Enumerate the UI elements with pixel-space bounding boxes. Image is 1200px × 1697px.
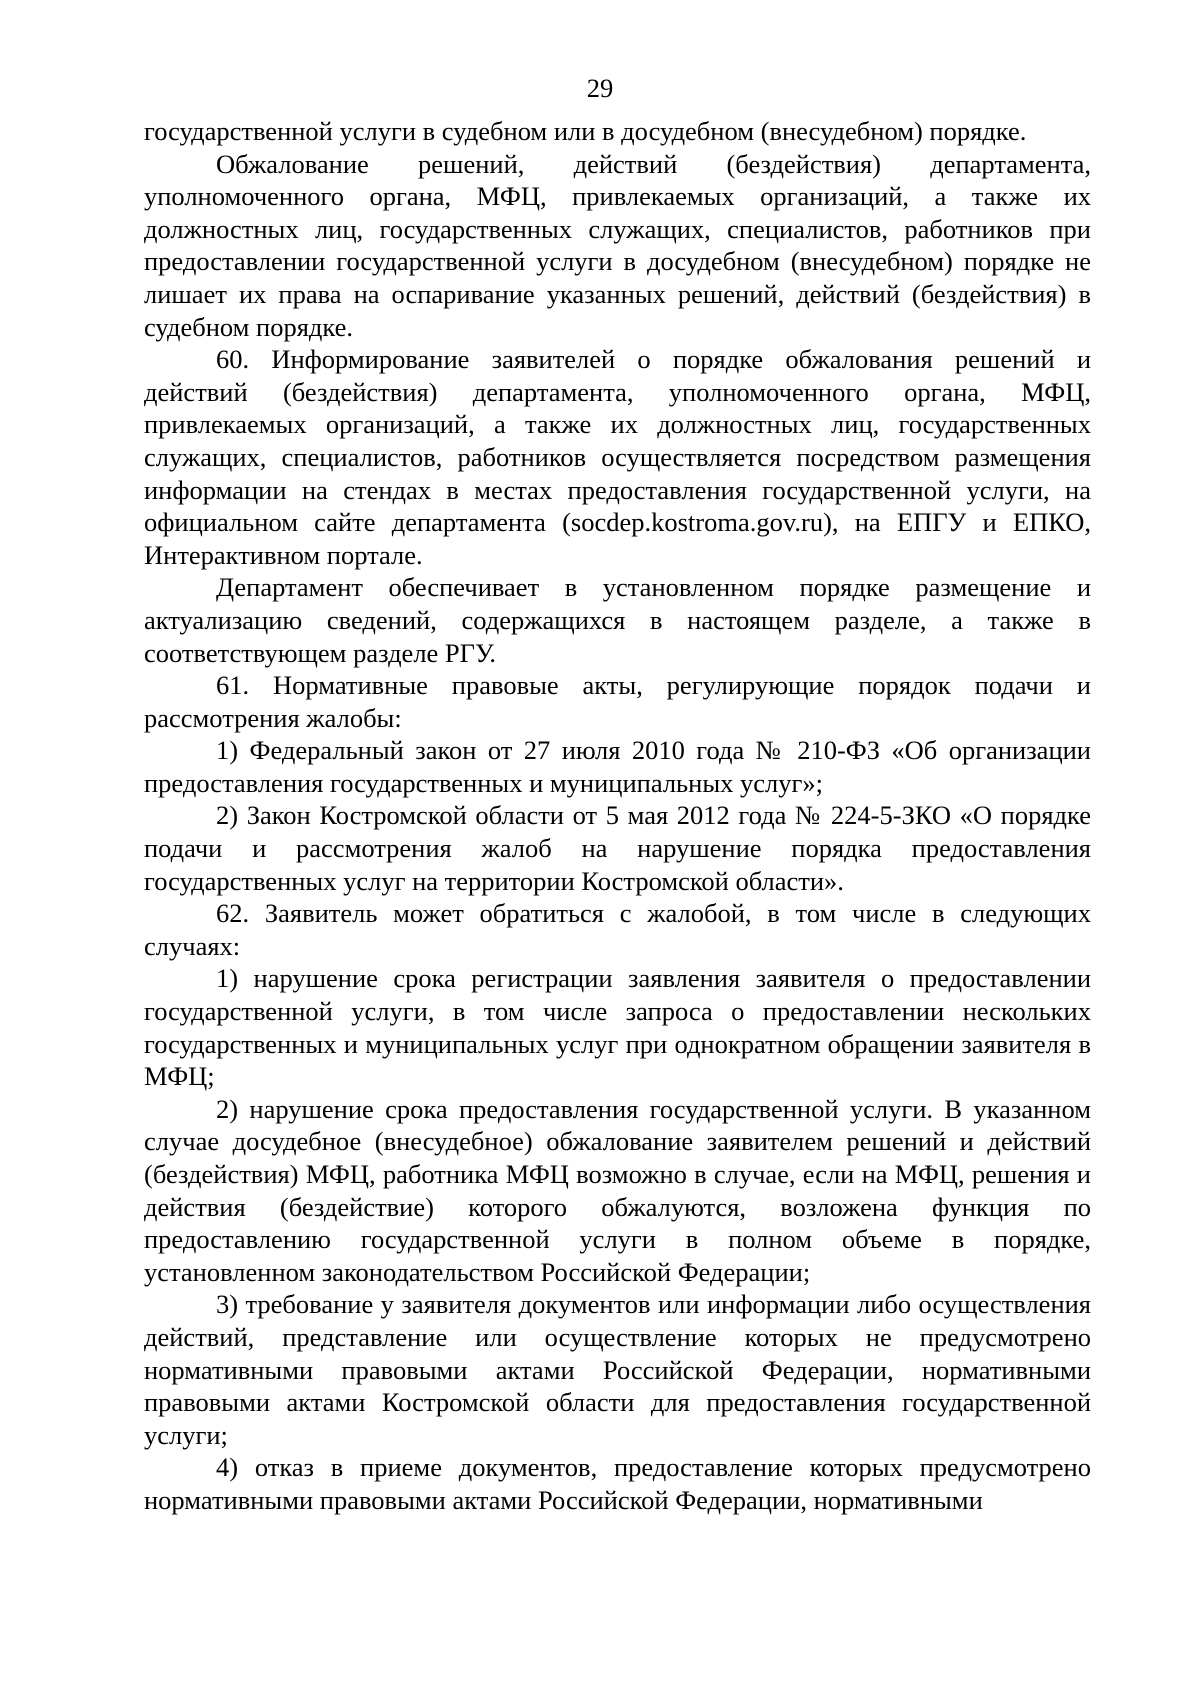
paragraph-department-info: Департамент обеспечивает в установленном порядке размещение и актуализацию сведений, содержащихся в настоящем разделе, а также в соответствующем разделе РГУ. [144,572,1091,668]
paragraph-appeal-rights: Обжалование решений, действий (бездействия) департамента, уполномоченного органа, МФЦ, привлекаемых организаций, а также их должностных лиц, государственных служащих, специалистов, работников при предоставлении государственной услуги в досудебном (внесудебном) порядке не лишает их права на оспаривание указанных решений, действий (бездействия) в судебном порядке. [144,148,1091,342]
paragraph-item-61: 61. Нормативные правовые акты, регулирующие порядок подачи и рассмотрения жалобы: [144,670,1091,733]
paragraph-item-62-4: 4) отказ в приеме документов, предоставление которых предусмотрено нормативными правовыми актами Российской Федерации, нормативными [144,1452,1091,1515]
paragraph-item-62-3: 3) требование у заявителя документов или информации либо осуществления действий, представление или осуществление которых не предусмотрено нормативными правовыми актами Российской Федерации, нормативными правовыми актами Костромской области для предоставления государственной услуги; [144,1289,1091,1450]
paragraph-item-61-1: 1) Федеральный закон от 27 июля 2010 года № 210-ФЗ «Об организации предоставления государственных и муниципальных услуг»; [144,735,1091,798]
document-body [144,115,1091,1517]
paragraph-item-62-2: 2) нарушение срока предоставления государственной услуги. В указанном случае досудебное (внесудебное) обжалование заявителем решений и действий (бездействия) МФЦ, работника МФЦ возможно в случае, если на МФЦ, решения и действия (бездействие) которого обжалуются, возложена функция по предоставлению государственной услуги в полном объеме в порядке, установленном законодательством Российской Федерации; [144,1093,1091,1287]
paragraph-continuation: государственной услуги в судебном или в досудебном (внесудебном) порядке. [144,116,1027,146]
page-number: 29 [586,73,614,103]
paragraph-item-61-2: 2) Закон Костромской области от 5 мая 2012 года № 224-5-ЗКО «О порядке подачи и рассмотрения жалоб на нарушение порядка предоставления государственных услуг на территории Костромской области». [144,800,1091,896]
paragraph-item-60: 60. Информирование заявителей о порядке обжалования решений и действий (бездействия) департамента, уполномоченного органа, МФЦ, привлекаемых организаций, а также их должностных лиц, государственных служащих, специалистов, работников осуществляется посредством размещения информации на стендах в местах предоставления государственной услуги, на официальном сайте департамента (socdep.kostroma.gov.ru), на ЕПГУ и ЕПКО, Интерактивном портале. [144,344,1091,570]
paragraph-item-62: 62. Заявитель может обратиться с жалобой, в том числе в следующих случаях: [144,898,1091,961]
paragraph-item-62-1: 1) нарушение срока регистрации заявления заявителя о предоставлении государственной услуги, в том числе запроса о предоставлении нескольких государственных и муниципальных услуг при однократном обращении заявителя в МФЦ; [144,963,1091,1092]
